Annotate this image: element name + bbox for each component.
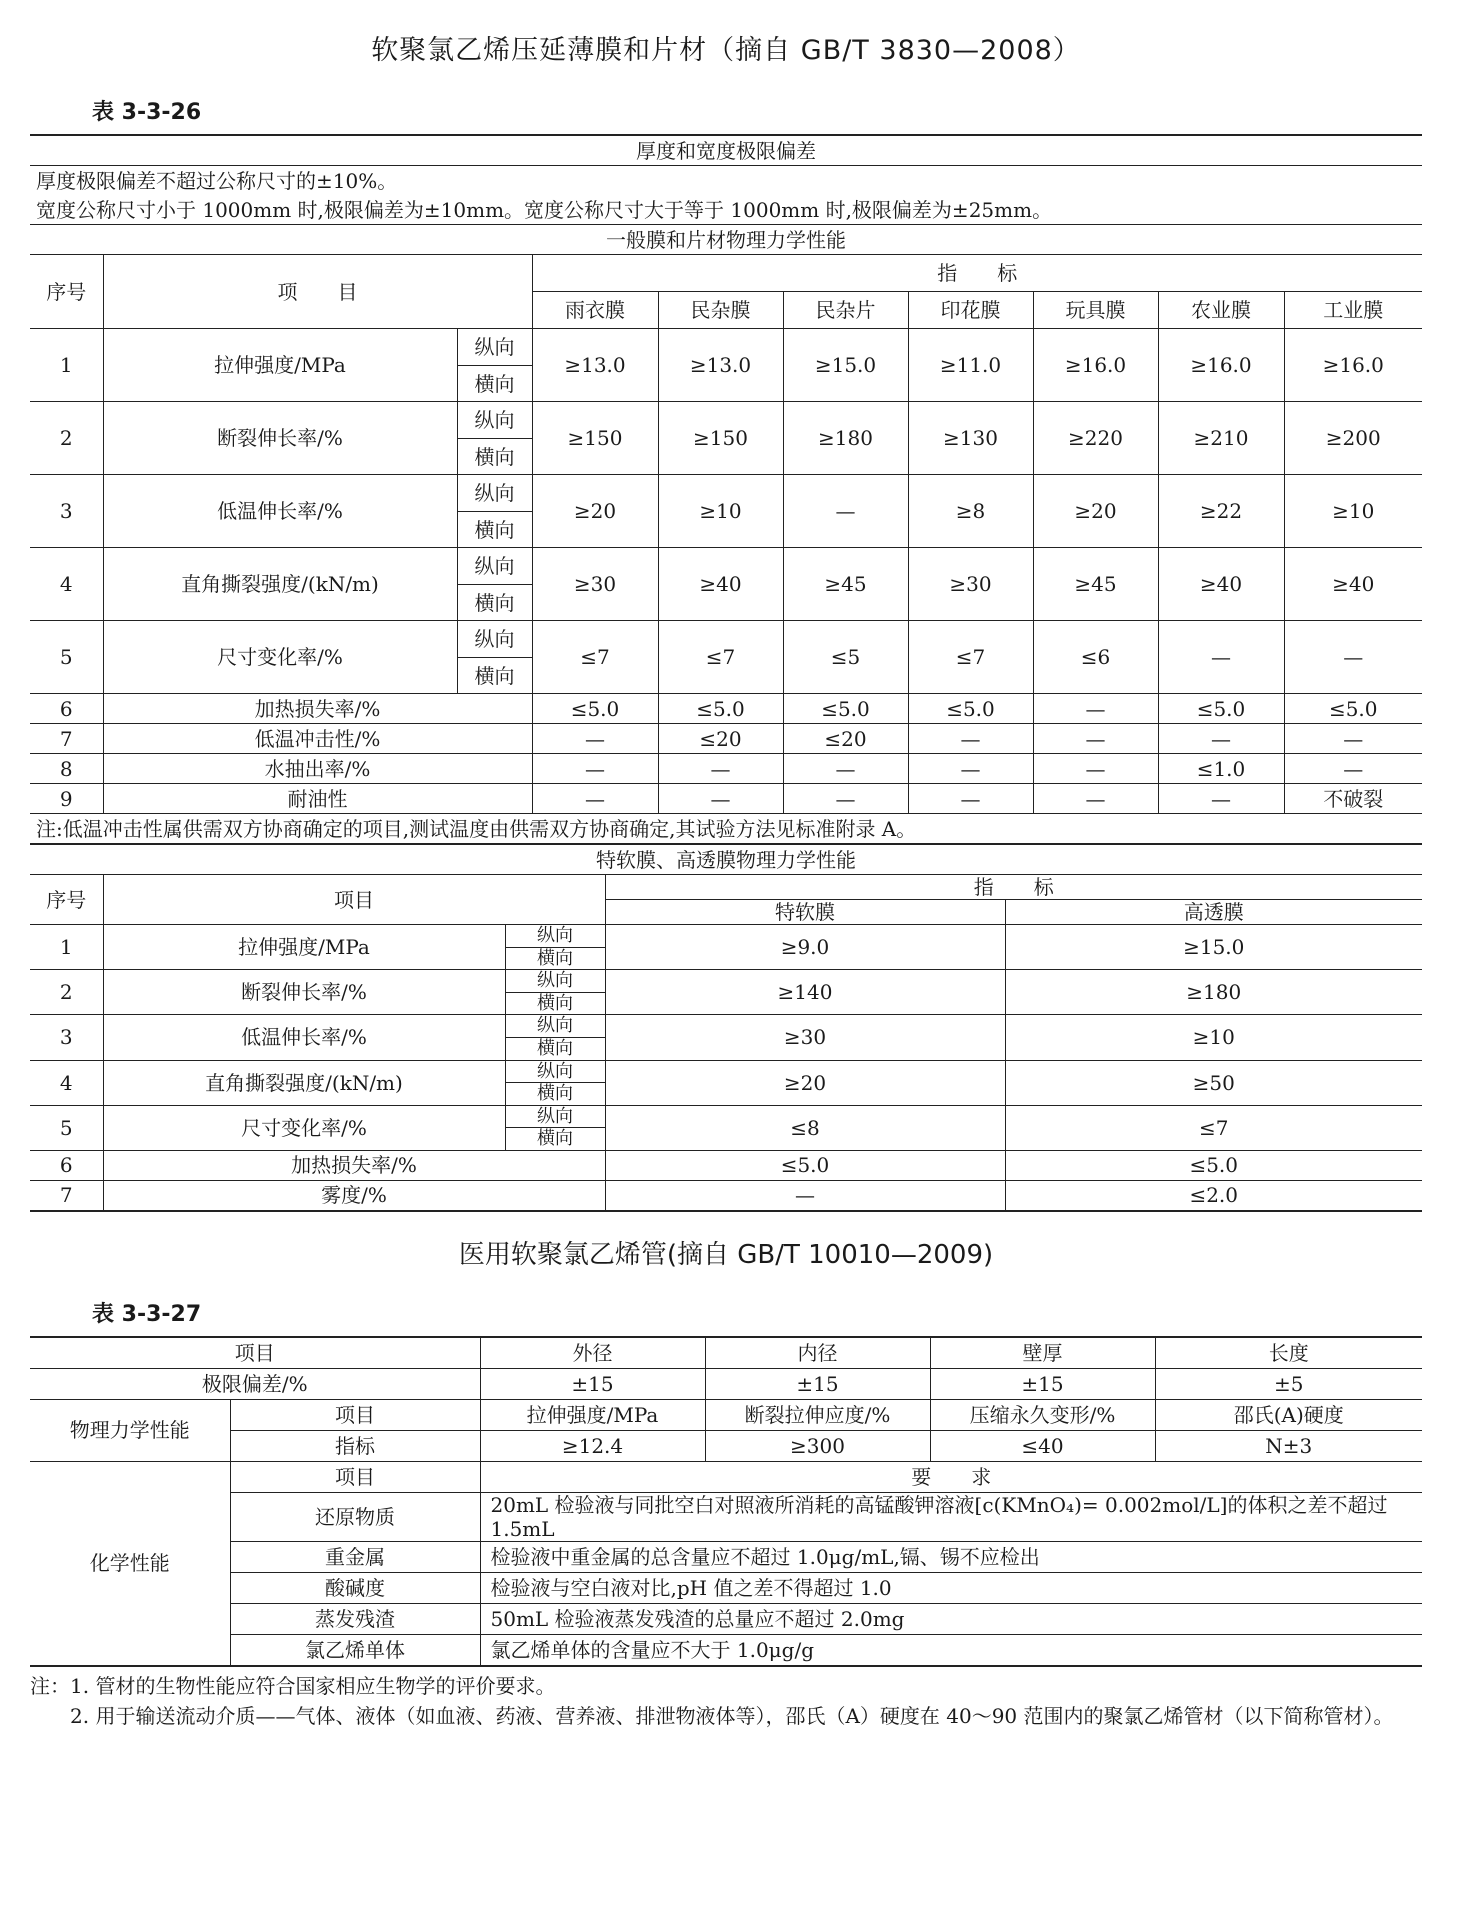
table-row: [30, 1060, 1422, 1083]
row-value: ≤5.0: [1284, 694, 1422, 724]
row-value: —: [1284, 754, 1422, 784]
col-header-no-2: 序号: [30, 875, 103, 925]
row-value: ≥150: [532, 402, 658, 475]
chem-row-name: 酸碱度: [230, 1572, 480, 1603]
row-value: ≤8: [605, 1105, 1005, 1150]
table-row: [30, 970, 1422, 993]
t2-chem-req-header: 要 求: [480, 1461, 1422, 1492]
row-dir-long: 纵向: [505, 925, 605, 948]
row-no: 3: [30, 475, 103, 548]
chem-row-requirement: 检验液与空白液对比,pH 值之差不得超过 1.0: [480, 1572, 1422, 1603]
table-row: [30, 694, 1422, 724]
row-value: ≤20: [783, 724, 908, 754]
row-value: ≥150: [658, 402, 783, 475]
row-dir-long: 纵向: [505, 970, 605, 993]
chem-row-requirement: 氯乙烯单体的含量应不大于 1.0μg/g: [480, 1634, 1422, 1666]
table-row: [30, 329, 1422, 366]
row-value: —: [783, 475, 908, 548]
t2-phys-col: 断裂拉伸应度/%: [705, 1399, 930, 1430]
row-value: ≤1.0: [1158, 754, 1284, 784]
row-value: ≥40: [658, 548, 783, 621]
col-header-index: 指 标: [532, 255, 1422, 292]
row-item: 断裂伸长率/%: [103, 402, 457, 475]
t2-header-col: 壁厚: [930, 1337, 1155, 1369]
table-row: [30, 925, 1422, 948]
col-header-product: 高透膜: [1005, 900, 1422, 925]
row-no: 6: [30, 694, 103, 724]
table-row: [30, 1150, 1422, 1180]
row-item: 直角撕裂强度/(kN/m): [103, 1060, 505, 1105]
row-value: ≤5.0: [658, 694, 783, 724]
row-value: ≥20: [532, 475, 658, 548]
row-value: ≥30: [605, 1015, 1005, 1060]
table-label-3-3-26: 表 3-3-26: [92, 100, 202, 125]
t2-tolerance-value: ±15: [930, 1368, 1155, 1399]
row-value: ≥180: [783, 402, 908, 475]
row-dir-trans: 横向: [505, 992, 605, 1015]
chem-row-requirement: 检验液中重金属的总含量应不超过 1.0μg/mL,镉、锡不应检出: [480, 1541, 1422, 1572]
row-no: 1: [30, 925, 103, 970]
row-dir-trans: 横向: [505, 1083, 605, 1106]
table-row: [30, 1180, 1422, 1211]
t2-phys-col: 压缩永久变形/%: [930, 1399, 1155, 1430]
row-dir-long: 纵向: [457, 475, 532, 512]
table-row: [30, 1015, 1422, 1038]
row-value: ≥10: [658, 475, 783, 548]
row-no: 7: [30, 1180, 103, 1211]
table-row: [30, 754, 1422, 784]
row-dir-long: 纵向: [457, 548, 532, 585]
row-value: ≥30: [532, 548, 658, 621]
row-value: ≥130: [908, 402, 1033, 475]
row-dir-long: 纵向: [457, 329, 532, 366]
row-value: ≤7: [532, 621, 658, 694]
row-value: —: [783, 784, 908, 814]
thickness-tolerance-text: 厚度极限偏差不超过公称尺寸的±10%。: [30, 166, 1422, 196]
table-row: [30, 724, 1422, 754]
t2-tolerance-value: ±15: [705, 1368, 930, 1399]
note-2: 2. 用于输送流动介质——气体、液体（如血液、药液、营养液、排泄物液体等），邵氏（A）硬度在 40～90 范围内的聚氯乙烯管材（以下简称管材）。: [70, 1703, 1394, 1728]
row-value: 不破裂: [1284, 784, 1422, 814]
row-value: ≥210: [1158, 402, 1284, 475]
row-item: 断裂伸长率/%: [103, 970, 505, 1015]
row-value: ≥180: [1005, 970, 1422, 1015]
row-value: ≥10: [1005, 1015, 1422, 1060]
width-tolerance-text: 宽度公称尺寸小于 1000mm 时,极限偏差为±10mm。宽度公称尺寸大于等于 1000mm 时,极限偏差为±25mm。: [30, 195, 1422, 225]
row-dir-trans: 横向: [457, 366, 532, 402]
chem-row-requirement: 20mL 检验液与同批空白对照液所消耗的高锰酸钾溶液[c(KMnO₄)= 0.002mol/L]的体积之差不超过 1.5mL: [480, 1492, 1422, 1541]
t2-phys-item: 项目: [230, 1399, 480, 1430]
row-value: ≤2.0: [1005, 1180, 1422, 1211]
row-value: —: [1158, 784, 1284, 814]
row-value: —: [1158, 724, 1284, 754]
row-dir-trans: 横向: [457, 658, 532, 694]
t2-chem-item: 项目: [230, 1461, 480, 1492]
row-value: ≥220: [1033, 402, 1158, 475]
t2-header-col: 外径: [480, 1337, 705, 1369]
row-value: ≤6: [1033, 621, 1158, 694]
chem-row-name: 还原物质: [230, 1492, 480, 1541]
table-label-3-3-27: 表 3-3-27: [92, 1301, 202, 1327]
table-3-3-26-general: [30, 134, 1422, 845]
row-no: 3: [30, 1015, 103, 1060]
col-header-index-2: 指 标: [605, 875, 1422, 900]
row-value: —: [1158, 621, 1284, 694]
table-row: [30, 1634, 1422, 1666]
t2-phys-value: ≥300: [705, 1430, 930, 1461]
t2-header-item: 项目: [30, 1337, 480, 1369]
row-value: ≥16.0: [1158, 329, 1284, 402]
row-value: ≥30: [908, 548, 1033, 621]
t2-header-col: 内径: [705, 1337, 930, 1369]
col-header-product: 民杂片: [783, 292, 908, 329]
row-dir-trans: 横向: [457, 585, 532, 621]
row-value: ≥13.0: [658, 329, 783, 402]
col-header-item: 项 目: [103, 255, 532, 329]
t2-phys-col: 邵氏(A)硬度: [1155, 1399, 1422, 1430]
row-value: —: [1284, 621, 1422, 694]
general-film-heading: 一般膜和片材物理力学性能: [30, 225, 1422, 255]
row-item: 低温伸长率/%: [103, 1015, 505, 1060]
row-no: 4: [30, 548, 103, 621]
table-row: [30, 784, 1422, 814]
t2-phys-col: 拉伸强度/MPa: [480, 1399, 705, 1430]
row-value: —: [908, 784, 1033, 814]
row-value: ≥200: [1284, 402, 1422, 475]
row-value: ≤20: [658, 724, 783, 754]
col-header-no: 序号: [30, 255, 103, 329]
chem-row-requirement: 50mL 检验液蒸发残渣的总量应不超过 2.0mg: [480, 1603, 1422, 1634]
row-value: —: [1033, 784, 1158, 814]
table-row: [30, 814, 1422, 845]
row-value: —: [783, 754, 908, 784]
row-dir-trans: 横向: [505, 1037, 605, 1060]
table-row: [30, 1572, 1422, 1603]
row-value: ≥45: [1033, 548, 1158, 621]
row-no: 2: [30, 970, 103, 1015]
table-row: [30, 1492, 1422, 1541]
row-value: ≥45: [783, 548, 908, 621]
note-1: 注：1. 管材的生物性能应符合国家相应生物学的评价要求。: [30, 1673, 556, 1698]
row-value: ≤5.0: [1005, 1150, 1422, 1180]
t2-tolerance-value: ±15: [480, 1368, 705, 1399]
row-value: ≥16.0: [1033, 329, 1158, 402]
t2-chem-label: 化学性能: [30, 1461, 230, 1666]
row-item: 直角撕裂强度/(kN/m): [103, 548, 457, 621]
row-value: ≤5.0: [1158, 694, 1284, 724]
row-item: 耐油性: [103, 784, 532, 814]
row-value: —: [1033, 754, 1158, 784]
section-title-medical-pvc: 医用软聚氯乙烯管(摘自 GB/T 10010—2009): [458, 1239, 994, 1270]
row-no: 5: [30, 621, 103, 694]
row-value: ≤7: [1005, 1105, 1422, 1150]
table-row: [30, 548, 1422, 585]
t2-phys-value: ≥12.4: [480, 1430, 705, 1461]
row-no: 6: [30, 1150, 103, 1180]
row-value: ≤5.0: [908, 694, 1033, 724]
row-value: ≥20: [605, 1060, 1005, 1105]
t2-phys-value: N±3: [1155, 1430, 1422, 1461]
row-value: —: [658, 754, 783, 784]
row-value: ≥140: [605, 970, 1005, 1015]
row-value: ≥15.0: [1005, 925, 1422, 970]
col-header-product: 民杂膜: [658, 292, 783, 329]
row-no: 4: [30, 1060, 103, 1105]
row-no: 7: [30, 724, 103, 754]
row-item: 拉伸强度/MPa: [103, 925, 505, 970]
row-value: —: [605, 1180, 1005, 1211]
t2-notes: [30, 1671, 1422, 1731]
row-value: —: [1033, 724, 1158, 754]
row-no: 1: [30, 329, 103, 402]
row-value: ≥50: [1005, 1060, 1422, 1105]
col-header-product: 工业膜: [1284, 292, 1422, 329]
t2-tolerance-label: 极限偏差/%: [30, 1368, 480, 1399]
col-header-product: 雨衣膜: [532, 292, 658, 329]
t2-phys-value: ≤40: [930, 1430, 1155, 1461]
t2-phys-index: 指标: [230, 1430, 480, 1461]
row-dir-trans: 横向: [457, 439, 532, 475]
row-value: ≥9.0: [605, 925, 1005, 970]
row-value: ≥40: [1158, 548, 1284, 621]
row-value: —: [532, 784, 658, 814]
row-no: 9: [30, 784, 103, 814]
t2-phys-label: 物理力学性能: [30, 1399, 230, 1461]
chem-row-name: 蒸发残渣: [230, 1603, 480, 1634]
row-value: ≤5.0: [783, 694, 908, 724]
col-header-item-2: 项目: [103, 875, 605, 925]
row-value: ≥8: [908, 475, 1033, 548]
row-item: 水抽出率/%: [103, 754, 532, 784]
row-value: ≥15.0: [783, 329, 908, 402]
row-item: 加热损失率/%: [103, 694, 532, 724]
general-film-note: 注:低温冲击性属供需双方协商确定的项目,测试温度由供需双方协商确定,其试验方法见标准附录 A。: [30, 814, 1422, 845]
row-no: 2: [30, 402, 103, 475]
row-value: ≥40: [1284, 548, 1422, 621]
row-no: 8: [30, 754, 103, 784]
row-value: —: [658, 784, 783, 814]
row-item: 尺寸变化率/%: [103, 621, 457, 694]
row-dir-trans: 横向: [457, 512, 532, 548]
t2-header-col: 长度: [1155, 1337, 1422, 1369]
row-value: ≥11.0: [908, 329, 1033, 402]
row-value: ≤5.0: [532, 694, 658, 724]
row-value: ≤5: [783, 621, 908, 694]
row-dir-trans: 横向: [505, 947, 605, 970]
row-dir-long: 纵向: [505, 1015, 605, 1038]
row-dir-long: 纵向: [457, 402, 532, 439]
row-value: —: [908, 754, 1033, 784]
table-row: [30, 475, 1422, 512]
row-value: ≥20: [1033, 475, 1158, 548]
table-row: [30, 621, 1422, 658]
row-item: 低温伸长率/%: [103, 475, 457, 548]
table-row: [30, 402, 1422, 439]
row-value: —: [1033, 694, 1158, 724]
row-value: ≥22: [1158, 475, 1284, 548]
row-dir-trans: 横向: [505, 1128, 605, 1151]
col-header-product: 特软膜: [605, 900, 1005, 925]
row-item: 低温冲击性/%: [103, 724, 532, 754]
chem-row-name: 重金属: [230, 1541, 480, 1572]
row-value: ≤7: [908, 621, 1033, 694]
row-value: ≥16.0: [1284, 329, 1422, 402]
row-value: ≥10: [1284, 475, 1422, 548]
chem-row-name: 氯乙烯单体: [230, 1634, 480, 1666]
row-value: —: [532, 754, 658, 784]
page: [30, 28, 1422, 1731]
row-value: ≤7: [658, 621, 783, 694]
row-value: ≤5.0: [605, 1150, 1005, 1180]
row-item: 加热损失率/%: [103, 1150, 605, 1180]
table-3-3-26-special: [30, 845, 1422, 1212]
row-item: 拉伸强度/MPa: [103, 329, 457, 402]
row-dir-long: 纵向: [505, 1105, 605, 1128]
row-item: 雾度/%: [103, 1180, 605, 1211]
row-item: 尺寸变化率/%: [103, 1105, 505, 1150]
table-row: [30, 1603, 1422, 1634]
row-dir-long: 纵向: [457, 621, 532, 658]
row-dir-long: 纵向: [505, 1060, 605, 1083]
col-header-product: 玩具膜: [1033, 292, 1158, 329]
row-value: —: [908, 724, 1033, 754]
row-value: ≥13.0: [532, 329, 658, 402]
row-value: —: [532, 724, 658, 754]
table-3-3-27: [30, 1336, 1422, 1667]
section-title-pvc-film: 软聚氯乙烯压延薄膜和片材（摘自 GB/T 3830—2008）: [371, 35, 1081, 66]
special-film-heading: 特软膜、高透膜物理力学性能: [30, 845, 1422, 875]
row-value: —: [1284, 724, 1422, 754]
t2-tolerance-value: ±5: [1155, 1368, 1422, 1399]
row-no: 5: [30, 1105, 103, 1150]
table-row: [30, 1105, 1422, 1128]
table-row: [30, 1541, 1422, 1572]
col-header-product: 农业膜: [1158, 292, 1284, 329]
thickness-width-heading: 厚度和宽度极限偏差: [30, 135, 1422, 166]
col-header-product: 印花膜: [908, 292, 1033, 329]
